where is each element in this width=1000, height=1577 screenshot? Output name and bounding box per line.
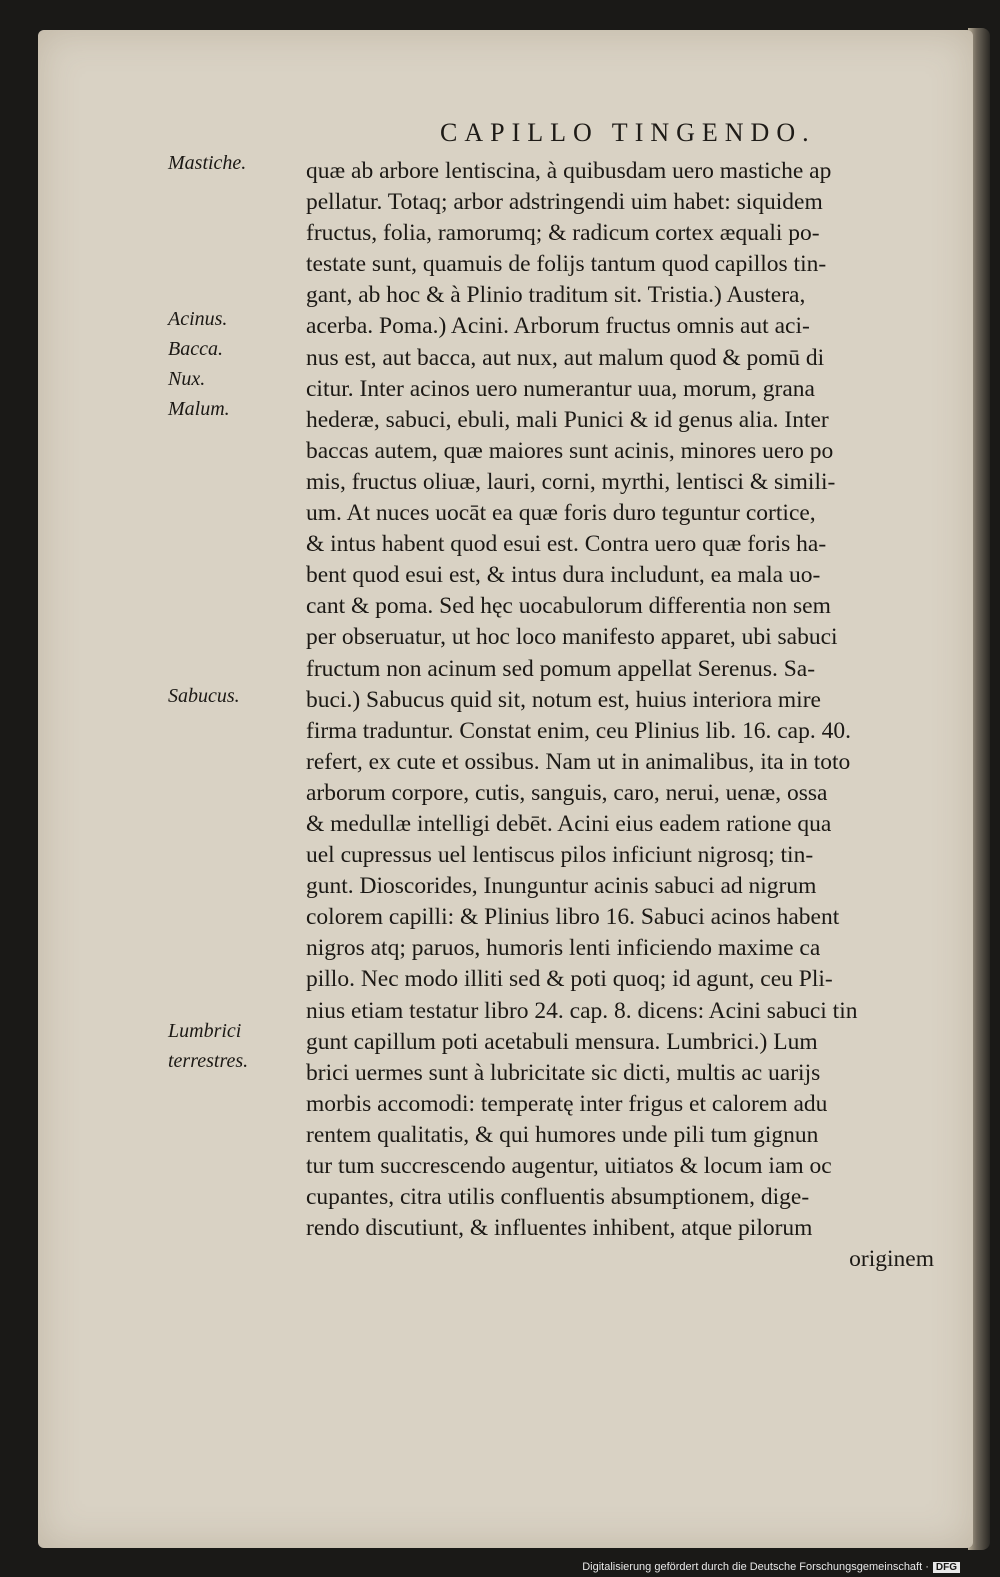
marginal-note: Mastiche.	[168, 152, 247, 174]
footer-credit	[582, 1561, 960, 1573]
marginal-note: Sabucus.	[168, 685, 240, 707]
text-line: hederæ, sabuci, ebuli, mali Punici & id genus alia. Inter	[306, 406, 829, 433]
marginal-note: Malum.	[168, 398, 230, 420]
text-line: gunt capillum poti acetabuli mensura. Lumbrici.) Lum	[306, 1028, 818, 1055]
text-line: testate sunt, quamuis de folijs tantum quod capillos tin-	[306, 251, 827, 278]
text-line: per obseruatur, ut hoc loco manifesto apparet, ubi sabuci	[306, 624, 838, 651]
text-line: baccas autem, quæ maiores sunt acinis, minores uero po	[306, 437, 834, 464]
text-line: colorem capilli: & Plinius libro 16. Sabuci acinos habent	[306, 904, 840, 931]
text-line: um. At nuces uocāt ea quæ foris duro teguntur cortice,	[306, 500, 816, 527]
text-line: bent quod esui est, & intus dura includunt, ea mala uo-	[306, 562, 821, 589]
text-line: morbis accomodi: temperatę inter frigus et calorem adu	[306, 1090, 828, 1117]
text-line: & medullæ intelligi debēt. Acini eius eadem ratione qua	[306, 810, 832, 837]
text-line: buci.) Sabucus quid sit, notum est, huius interiora mire	[306, 686, 821, 713]
text-line: uel cupressus uel lentiscus pilos inficiunt nigrosq; tin-	[306, 842, 814, 869]
text-line: tur tum succrescendo augentur, uitiatos & locum iam oc	[306, 1153, 832, 1179]
text-line: nigros atq; paruos, humoris lenti inficiendo maxime ca	[306, 935, 821, 962]
text-line: rentem qualitatis, & qui humores unde pili tum gignun	[306, 1121, 819, 1148]
text-line: pellatur. Totaq; arbor adstringendi uim habet: siquidem	[306, 189, 823, 216]
text-line: arborum corpore, cutis, sanguis, caro, nerui, uenæ, ossa	[306, 779, 828, 806]
text-line: fructum non acinum sed pomum appellat Serenus. Sa-	[306, 655, 816, 682]
text-line: firma traduntur. Constat enim, ceu Plinius lib. 16. cap. 40.	[306, 717, 851, 744]
text-line: citur. Inter acinos uero numerantur uua, morum, grana	[306, 375, 815, 402]
text-line: nius etiam testatur libro 24. cap. 8. dicens: Acini sabuci tin	[306, 997, 858, 1024]
marginal-note: Nux.	[168, 368, 206, 390]
text-line: rendo discutiunt, & influentes inhibent, atque pilorum	[306, 1215, 813, 1242]
text-line: pillo. Nec modo illiti sed & poti quoq; id agunt, ceu Pli-	[306, 966, 833, 993]
text-line: refert, ex cute et ossibus. Nam ut in animalibus, ita in toto	[306, 748, 851, 775]
marginal-note: Bacca.	[168, 338, 223, 360]
text-line: nus est, aut bacca, aut nux, aut malum quod & pomū di	[306, 344, 825, 371]
text-line: cant & poma. Sed hęc uocabulorum differentia non sem	[306, 593, 831, 620]
text-line: fructus, folia, ramorumq; & radicum cortex æquali po-	[306, 220, 820, 247]
text-line: cupantes, citra utilis confluentis absumptionem, dige-	[306, 1184, 810, 1211]
text-line: brici uermes sunt à lubricitate sic dicti, multis ac uarijs	[306, 1059, 821, 1086]
running-head: CAPILLO TINGENDO.	[440, 118, 816, 147]
marginal-note: terrestres.	[168, 1050, 249, 1072]
marginal-note: Acinus.	[168, 308, 228, 330]
footer-text: Digitalisierung gefördert durch die Deutsche Forschungsgemeinschaft ·	[582, 1561, 929, 1573]
body-text	[306, 156, 956, 1275]
text-line: gunt. Dioscorides, Inunguntur acinis sabuci ad nigrum	[306, 873, 817, 900]
text-line: quæ ab arbore lentiscina, à quibusdam uero mastiche ap	[306, 158, 832, 184]
text-line: & intus habent quod esui est. Contra uero quæ foris ha-	[306, 531, 827, 558]
marginal-note: Lumbrici	[168, 1020, 242, 1042]
dfg-logo: DFG	[933, 1562, 960, 1573]
text-line: acerba. Poma.) Acini. Arborum fructus omnis aut aci-	[306, 313, 810, 340]
catchword: originem	[849, 1246, 934, 1273]
text-line: gant, ab hoc & à Plinio traditum sit. Tristia.) Austera,	[306, 282, 806, 309]
text-line: mis, fructus oliuæ, lauri, corni, myrthi, lentisci & simili-	[306, 468, 836, 495]
